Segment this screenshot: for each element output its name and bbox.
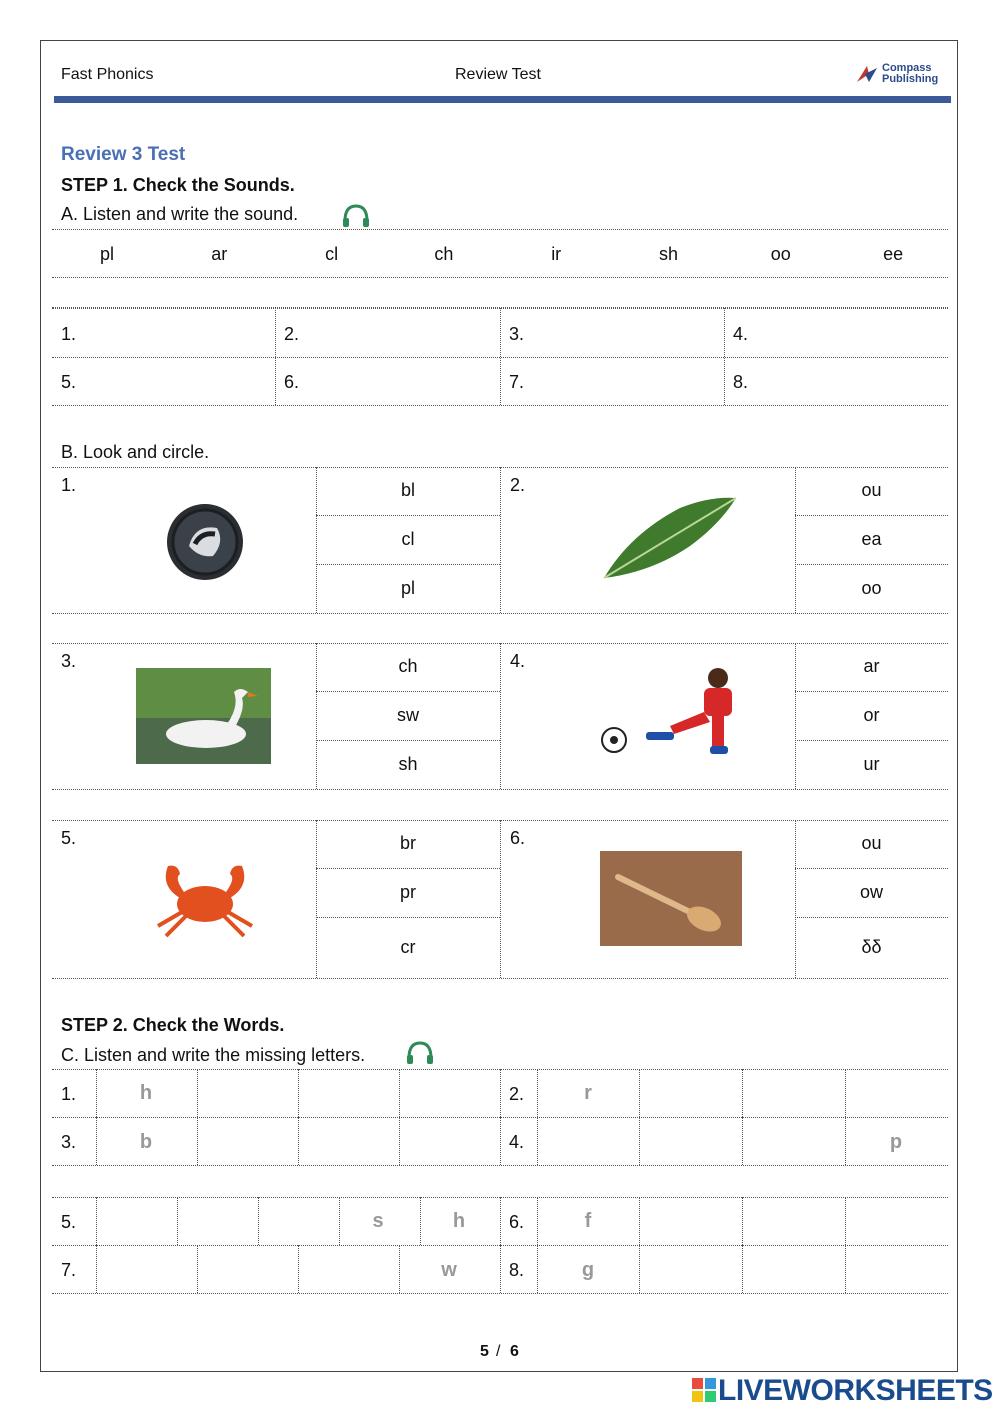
rule <box>52 1165 948 1166</box>
partC-instruction: C. Listen and write the missing letters. <box>61 1045 366 1065</box>
answer-number: 7. <box>509 372 525 392</box>
word-number: 8. <box>509 1260 525 1280</box>
page-separator: / <box>496 1343 501 1360</box>
divider <box>537 1245 538 1293</box>
divider <box>96 1197 97 1245</box>
sound-option[interactable]: cl <box>325 244 339 264</box>
wooden-spoon-image <box>600 851 742 946</box>
divider <box>500 1245 501 1293</box>
item-number: 2. <box>510 475 526 495</box>
item-number: 4. <box>510 651 526 671</box>
divider <box>639 1117 640 1165</box>
leaf-image <box>600 494 740 582</box>
answer-number: 8. <box>733 372 749 392</box>
letter-hint: h <box>452 1210 466 1232</box>
divider <box>197 1117 198 1165</box>
rule <box>52 277 948 278</box>
answer-number: 1. <box>61 324 77 344</box>
answer-number: 2. <box>284 324 300 344</box>
page-current: 5 <box>480 1343 489 1360</box>
divider <box>197 1069 198 1117</box>
item-number: 3. <box>61 651 77 671</box>
letter-hint: h <box>139 1082 153 1104</box>
divider <box>742 1245 743 1293</box>
divider <box>724 308 725 405</box>
letter-hint: s <box>372 1210 384 1232</box>
circle-option[interactable]: sh <box>398 753 418 774</box>
word-number: 6. <box>509 1212 525 1232</box>
divider <box>500 820 501 978</box>
rule <box>52 405 948 406</box>
partA-instruction: A. Listen and write the sound. <box>61 204 299 224</box>
circle-option[interactable]: br <box>399 833 416 853</box>
circle-option[interactable]: δδ <box>861 936 882 957</box>
rule <box>52 789 948 790</box>
divider <box>537 1069 538 1117</box>
word-number: 3. <box>61 1132 77 1152</box>
divider <box>339 1197 340 1245</box>
header-bar <box>54 96 951 103</box>
letter-hint: w <box>441 1259 457 1281</box>
word-number: 5. <box>61 1212 77 1232</box>
headphones-icon[interactable] <box>341 203 371 229</box>
circle-option[interactable]: pl <box>400 577 415 598</box>
circle-option[interactable]: ar <box>863 656 880 676</box>
rule <box>795 691 948 692</box>
answer-blank[interactable] <box>308 316 478 352</box>
circle-option[interactable]: ou <box>861 833 882 853</box>
logo-text-1: Compass <box>882 62 932 74</box>
rule <box>316 515 500 516</box>
divider <box>537 1117 538 1165</box>
rule <box>316 868 500 869</box>
divider <box>742 1069 743 1117</box>
divider <box>500 1197 501 1245</box>
circle-option[interactable]: cl <box>401 528 415 549</box>
circle-option[interactable]: pr <box>399 881 416 902</box>
item-number: 6. <box>510 828 526 848</box>
divider <box>500 308 501 405</box>
rule <box>52 613 948 614</box>
divider <box>197 1245 198 1293</box>
circle-option[interactable]: ch <box>398 656 418 676</box>
step2-heading: STEP 2. Check the Words. <box>61 1015 285 1035</box>
answer-blank[interactable] <box>757 364 927 400</box>
partB-instruction: B. Look and circle. <box>61 442 210 462</box>
soccer-player-image <box>600 664 742 760</box>
divider <box>500 1117 501 1165</box>
page-title: Review 3 Test <box>61 144 186 165</box>
circle-option[interactable]: ou <box>861 480 882 500</box>
item-number: 1. <box>61 475 77 495</box>
sound-option[interactable]: ch <box>434 244 454 264</box>
divider <box>500 643 501 789</box>
sound-option[interactable]: ir <box>551 244 562 264</box>
circle-option[interactable]: oo <box>861 577 882 598</box>
answer-number: 6. <box>284 372 300 392</box>
answer-number: 4. <box>733 324 749 344</box>
rule <box>316 917 500 918</box>
header-center: Review Test <box>455 66 541 83</box>
circle-option[interactable]: ea <box>861 528 882 549</box>
crab-image <box>150 856 260 940</box>
letter-hint: f <box>584 1210 592 1232</box>
sound-option[interactable]: sh <box>658 244 678 264</box>
sound-option[interactable]: ar <box>211 244 228 264</box>
divider <box>399 1069 400 1117</box>
swan-image <box>136 668 271 764</box>
divider <box>96 1069 97 1117</box>
liveworksheets-logo-icon <box>692 1378 716 1402</box>
circle-option[interactable]: ur <box>863 753 880 774</box>
divider <box>258 1197 259 1245</box>
divider <box>420 1197 421 1245</box>
rule <box>795 740 948 741</box>
publisher-logo <box>854 62 944 88</box>
step1-heading: STEP 1. Check the Sounds. <box>61 175 295 195</box>
divider <box>399 1245 400 1293</box>
answer-number: 5. <box>61 372 77 392</box>
answer-blank[interactable] <box>85 316 255 352</box>
rule <box>316 564 500 565</box>
circle-option[interactable]: bl <box>400 480 415 500</box>
bottle-cap-image <box>165 502 245 582</box>
divider <box>845 1197 846 1245</box>
divider <box>742 1117 743 1165</box>
divider <box>639 1197 640 1245</box>
answer-number: 3. <box>509 324 525 344</box>
sound-option[interactable]: oo <box>770 244 791 264</box>
letter-hint: b <box>139 1131 153 1153</box>
rule <box>316 691 500 692</box>
divider <box>177 1197 178 1245</box>
rule <box>316 740 500 741</box>
divider <box>537 1197 538 1245</box>
answer-blank[interactable] <box>533 364 703 400</box>
divider <box>500 1069 501 1117</box>
logo-text-2: Publishing <box>882 73 939 85</box>
rule <box>795 917 948 918</box>
answer-blank[interactable] <box>308 364 478 400</box>
circle-option[interactable]: or <box>863 704 880 725</box>
rule <box>52 229 948 230</box>
circle-option[interactable]: cr <box>400 936 416 957</box>
divider <box>845 1069 846 1117</box>
circle-option[interactable]: sw <box>397 704 419 725</box>
rule <box>795 515 948 516</box>
sound-option[interactable]: pl <box>99 244 114 264</box>
word-number: 4. <box>509 1132 525 1152</box>
sound-option[interactable]: ee <box>883 244 904 264</box>
divider <box>298 1245 299 1293</box>
headphones-icon[interactable] <box>405 1040 435 1066</box>
divider <box>742 1197 743 1245</box>
rule <box>52 978 948 979</box>
answer-blank[interactable] <box>757 316 927 352</box>
item-number: 5. <box>61 828 77 848</box>
word-number: 2. <box>509 1084 525 1104</box>
header-left: Fast Phonics <box>61 66 154 83</box>
rule <box>52 1293 948 1294</box>
letter-hint: r <box>584 1082 592 1104</box>
divider <box>298 1069 299 1117</box>
divider <box>399 1117 400 1165</box>
letter-hint: g <box>581 1259 595 1281</box>
letter-hint: p <box>889 1131 903 1153</box>
answer-blank[interactable] <box>533 316 703 352</box>
divider <box>845 1117 846 1165</box>
word-number: 7. <box>61 1260 77 1280</box>
divider <box>298 1117 299 1165</box>
circle-option[interactable]: ow <box>859 881 883 902</box>
divider <box>500 467 501 613</box>
divider <box>845 1245 846 1293</box>
compass-logo-icon <box>854 62 880 88</box>
divider <box>639 1245 640 1293</box>
rule <box>795 564 948 565</box>
divider <box>96 1117 97 1165</box>
divider <box>96 1245 97 1293</box>
page-total: 6 <box>510 1343 519 1360</box>
answer-blank[interactable] <box>85 364 255 400</box>
liveworksheets-brand: LIVEWORKSHEETS <box>718 1374 993 1407</box>
word-number: 1. <box>61 1084 77 1104</box>
rule <box>795 868 948 869</box>
divider <box>275 308 276 405</box>
divider <box>639 1069 640 1117</box>
